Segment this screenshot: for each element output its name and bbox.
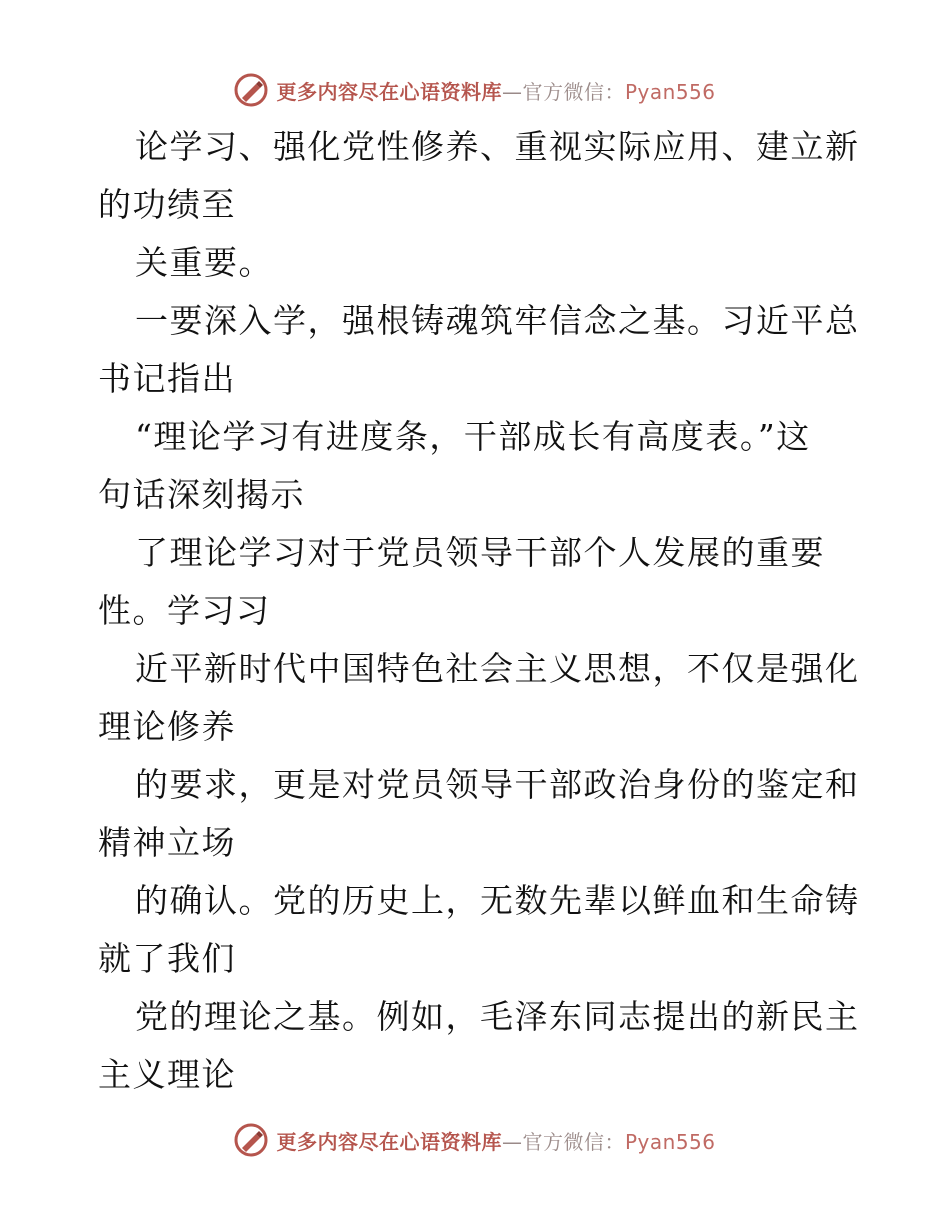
pen-logo-icon bbox=[234, 1123, 268, 1157]
body-line: 党的理论之基。例如，毛泽东同志提出的新民主 bbox=[135, 997, 860, 1036]
footer-main-text: 更多内容尽在心语资料库 bbox=[276, 1129, 502, 1154]
header-dash: — bbox=[501, 79, 523, 104]
body-line: 了理论学习对于党员领导干部个人发展的重要 bbox=[135, 533, 825, 572]
body-line: 的确认。党的历史上，无数先辈以鲜血和生命铸 bbox=[135, 881, 860, 920]
body-line: 近平新时代中国特色社会主义思想，不仅是强化 bbox=[135, 649, 860, 688]
header-main-text: 更多内容尽在心语资料库 bbox=[276, 79, 502, 104]
body-line: 主义理论 bbox=[98, 1055, 236, 1094]
body-line: 关重要。 bbox=[135, 243, 273, 282]
document-body bbox=[98, 118, 858, 1104]
body-line: 的功绩至 bbox=[98, 185, 236, 224]
body-line: 就了我们 bbox=[98, 939, 236, 978]
body-line: 理论修养 bbox=[98, 707, 236, 746]
footer-dash: — bbox=[501, 1129, 523, 1154]
body-line: 性。学习习 bbox=[98, 591, 271, 630]
header-banner bbox=[0, 70, 950, 110]
footer-wechat-id: Pyan556 bbox=[624, 1129, 716, 1154]
header-wechat-id: Pyan556 bbox=[624, 79, 716, 104]
body-line: 精神立场 bbox=[98, 823, 236, 862]
header-sub-text: 官方微信： bbox=[522, 79, 625, 104]
body-line: “理论学习有进度条，干部成长有高度表。”这 bbox=[135, 417, 811, 456]
body-line: 的要求，更是对党员领导干部政治身份的鉴定和 bbox=[135, 765, 860, 804]
body-line: 论学习、强化党性修养、重视实际应用、建立新 bbox=[135, 127, 860, 166]
footer-banner bbox=[0, 1120, 950, 1160]
body-line: 句话深刻揭示 bbox=[98, 475, 305, 514]
body-line: 一要深入学，强根铸魂筑牢信念之基。习近平总 bbox=[135, 301, 860, 340]
body-line: 书记指出 bbox=[98, 359, 236, 398]
pen-logo-icon bbox=[234, 73, 268, 107]
footer-sub-text: 官方微信： bbox=[522, 1129, 625, 1154]
